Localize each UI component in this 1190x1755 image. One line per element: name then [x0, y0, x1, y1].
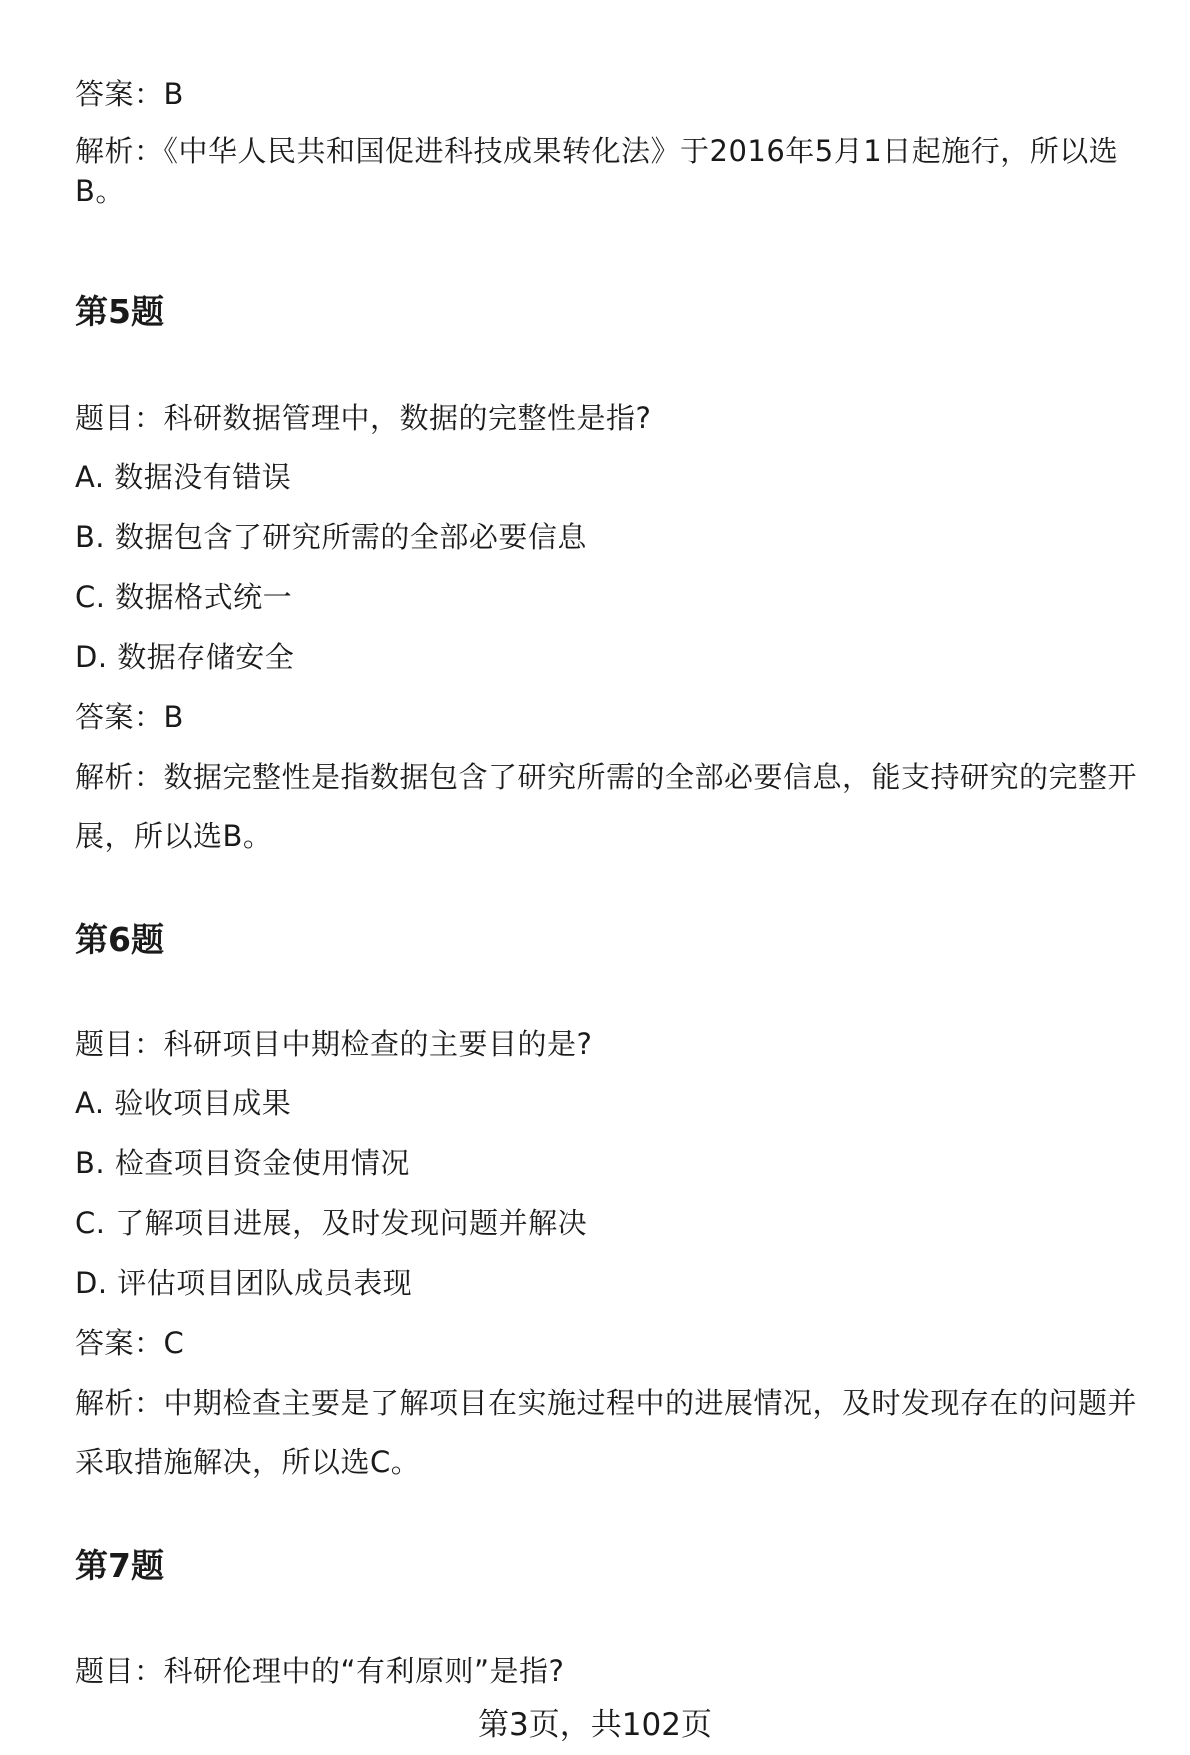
question-6-option-b: B. 检查项目资金使用情况: [75, 1146, 410, 1180]
question-6-explanation-line2: 采取措施解决，所以选C。: [75, 1445, 421, 1479]
question-5-option-d: D. 数据存储安全: [75, 640, 295, 674]
question-5-option-b: B. 数据包含了研究所需的全部必要信息: [75, 520, 587, 554]
prev-explanation-line1: 解析：《中华人民共和国促进科技成果转化法》于2016年5月1日起施行，所以选: [75, 134, 1119, 168]
prev-explanation-line2: B。: [75, 174, 125, 208]
question-6-explanation-line1: 解析：中期检查主要是了解项目在实施过程中的进展情况，及时发现存在的问题并: [75, 1386, 1138, 1420]
question-5-heading: 第5题: [75, 292, 164, 331]
question-5-answer: 答案：B: [75, 700, 184, 734]
question-7-heading: 第7题: [75, 1546, 164, 1585]
question-5-explanation-line2: 展，所以选B。: [75, 819, 273, 853]
question-5-stem: 题目：科研数据管理中，数据的完整性是指?: [75, 401, 652, 435]
prev-answer: 答案：B: [75, 77, 184, 111]
question-6-option-d: D. 评估项目团队成员表现: [75, 1266, 413, 1300]
question-6-option-c: C. 了解项目进展，及时发现问题并解决: [75, 1206, 588, 1240]
question-6-heading: 第6题: [75, 920, 164, 959]
question-6-option-a: A. 验收项目成果: [75, 1086, 292, 1120]
question-5-option-a: A. 数据没有错误: [75, 460, 292, 494]
question-7-stem: 题目：科研伦理中的“有利原则”是指?: [75, 1654, 565, 1688]
question-5-option-c: C. 数据格式统一: [75, 580, 293, 614]
question-6-answer: 答案：C: [75, 1326, 185, 1360]
question-6-stem: 题目：科研项目中期检查的主要目的是?: [75, 1027, 593, 1061]
question-5-explanation-line1: 解析：数据完整性是指数据包含了研究所需的全部必要信息，能支持研究的完整开: [75, 760, 1138, 794]
page-number-footer: 第3页，共102页: [478, 1707, 712, 1743]
